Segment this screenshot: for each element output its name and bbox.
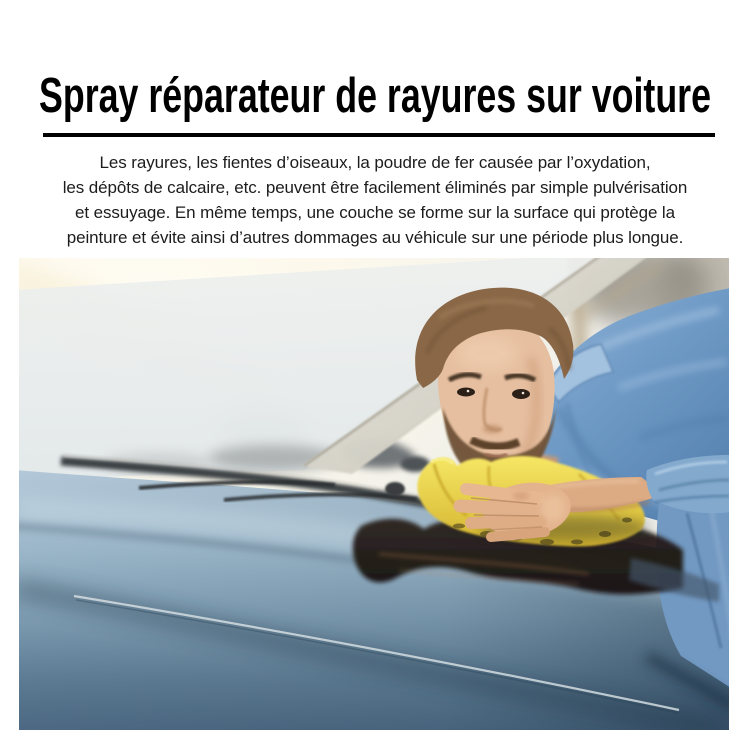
product-photo [19,258,729,730]
description-paragraph [0,150,750,250]
eye-left [457,388,475,397]
header [0,0,750,132]
description-line: Les rayures, les fientes d’oiseaux, la poudre de fer causée par l’oxydation, [99,153,651,172]
page-title: Spray réparateur de rayures sur voiture [39,66,711,123]
finger [491,532,545,537]
eye-right [512,389,530,399]
title-divider [43,133,715,137]
title-canvas [0,0,750,132]
wiper-pivot [385,482,405,496]
description-line: et essuyage. En même temps, une couche se forme sur la surface qui protège la [75,203,675,222]
description-line: les dépôts de calcaire, etc. peuvent être facilement éliminés par simple pulvérisation [62,178,688,197]
description-line: peinture et évite ainsi d’autres dommages au véhicule sur une période plus longue. [66,228,684,247]
finger [460,506,539,510]
finger [471,521,541,523]
